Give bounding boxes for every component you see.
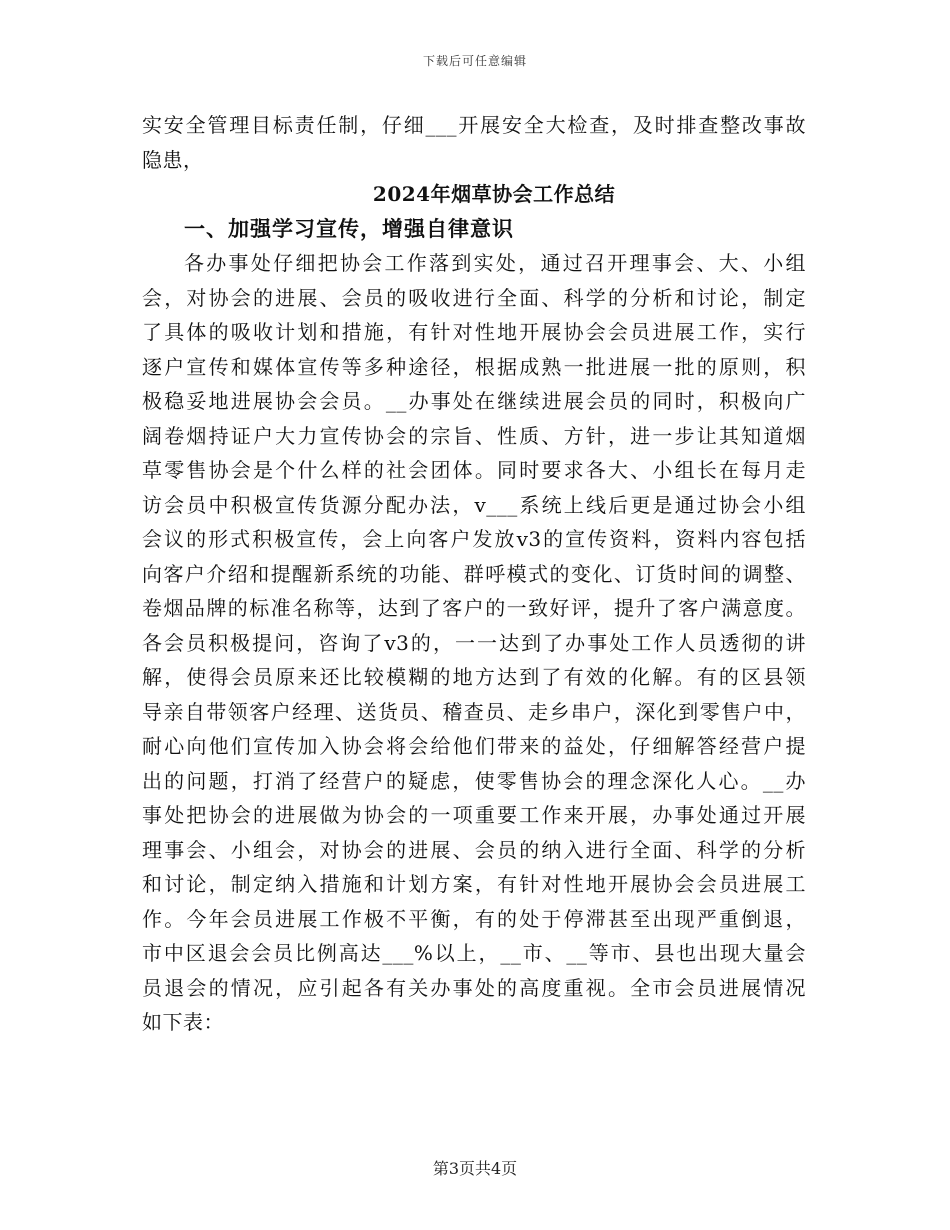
paragraph-line: 和讨论，制定纳入措施和计划方案，有针对性地开展协会会员进展工 [142, 872, 806, 896]
paragraph-line: 草零售协会是个什么样的社会团体。同时要求各大、小组长在每月走 [142, 458, 806, 482]
header-note: 下载后可任意编辑 [422, 54, 527, 68]
paragraph-line: 解，使得会员原来还比较模糊的地方达到了有效的化解。有的区县领 [142, 665, 806, 689]
paragraph-line: 作。今年会员进展工作极不平衡，有的处于停滞甚至出现严重倒退， [142, 906, 806, 931]
paragraph-line: 员退会的情况，应引起各有关办事处的高度重视。全市会员进展情况 [142, 975, 806, 1000]
paragraph-line: 卷烟品牌的标准名称等，达到了客户的一致好评，提升了客户满意度。 [142, 596, 806, 620]
paragraph-line: 事处把协会的进展做为协会的一项重要工作来开展，办事处通过开展 [142, 803, 806, 827]
paragraph-line: 理事会、小组会，对协会的进展、会员的纳入进行全面、科学的分析 [142, 837, 806, 862]
paragraph-line: 导亲自带领客户经理、送货员、稽查员、走乡串户，深化到零售户中， [142, 699, 806, 724]
paragraph-line: 出的问题，打消了经营户的疑虑，使零售协会的理念深化人心。__办 [142, 768, 806, 793]
paragraph-line: 各会员积极提问，咨询了v3的，一一达到了办事处工作人员透彻的讲 [142, 630, 806, 655]
intro-line: 隐患， [142, 147, 204, 172]
paragraph-line: 市中区退会会员比例高达___%以上，__市、__等市、县也出现大量会 [142, 941, 806, 965]
page-number: 第3页共4页 [432, 1159, 518, 1178]
document-content [142, 108, 806, 1040]
section-heading: 一、加强学习宣传，增强自律意识 [184, 216, 514, 241]
paragraph-line: 极稳妥地进展协会会员。__办事处在继续进展会员的同时，积极向广 [142, 389, 806, 413]
paragraph-line: 向客户介绍和提醒新系统的功能、群呼模式的变化、订货时间的调整、 [142, 561, 806, 586]
paragraph-line: 了具体的吸收计划和措施，有针对性地开展协会会员进展工作，实行 [142, 320, 806, 344]
document-title: 2024年烟草协会工作总结 [372, 182, 616, 206]
paragraph-line: 会议的形式积极宣传，会上向客户发放v3的宣传资料，资料内容包括 [142, 527, 806, 551]
paragraph-line: 各办事处仔细把协会工作落到实处，通过召开理事会、大、小组 [184, 251, 806, 275]
paragraph-line: 逐户宣传和媒体宣传等多种途径，根据成熟一批进展一批的原则，积 [142, 354, 806, 379]
paragraph-line: 会，对协会的进展、会员的吸收进行全面、科学的分析和讨论，制定 [142, 285, 806, 310]
paragraph-line: 如下表： [142, 1010, 224, 1034]
paragraph-line: 访会员中积极宣传货源分配办法，v___系统上线后更是通过协会小组 [142, 492, 806, 517]
intro-line: 实安全管理目标责任制，仔细___开展安全大检查，及时排查整改事故 [142, 113, 806, 137]
paragraph-line: 耐心向他们宣传加入协会将会给他们带来的益处，仔细解答经营户提 [142, 734, 806, 758]
paragraph-line: 阔卷烟持证户大力宣传协会的宗旨、性质、方针，进一步让其知道烟 [142, 423, 806, 448]
